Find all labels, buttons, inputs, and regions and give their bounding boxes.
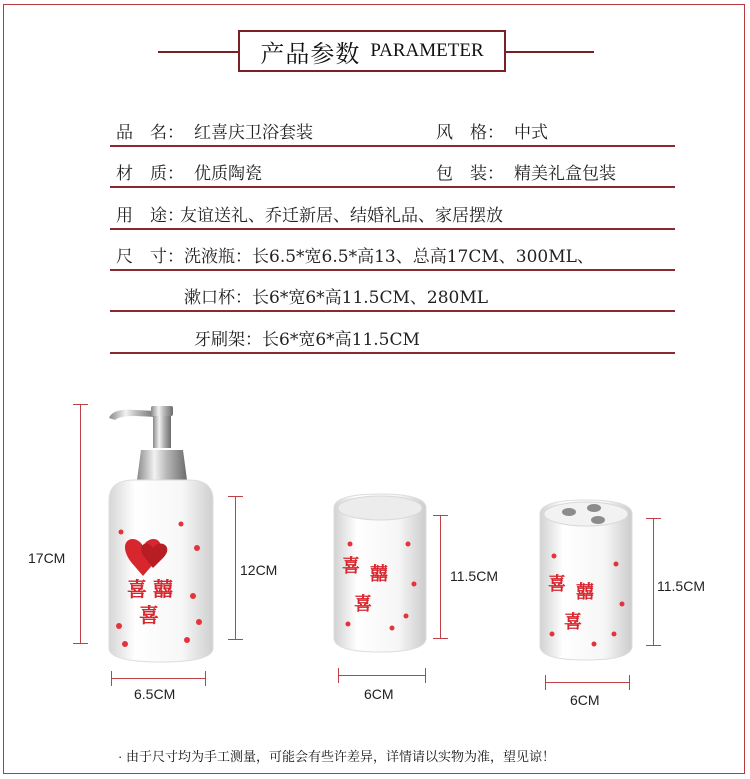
value-style: 中式 bbox=[514, 123, 548, 143]
label-usage: 用 途： bbox=[116, 206, 184, 226]
title-cn: 产品参数 bbox=[260, 39, 361, 68]
dim-holder-height-label: 11.5CM bbox=[657, 578, 705, 594]
param-row-size bbox=[110, 235, 675, 271]
value-usage: 友谊送礼、乔迁新居、结婚礼品、家居摆放 bbox=[180, 206, 503, 226]
dim-cup-height-tick-bottom bbox=[433, 638, 448, 639]
value-size-bottle: 洗液瓶：长6.5*宽6.5*高13、总高17CM、300ML、 bbox=[184, 247, 594, 267]
dim-holder-width-tick-right bbox=[629, 675, 630, 690]
svg-text:喜: 喜 bbox=[354, 594, 372, 615]
dim-holder-width-tick-left bbox=[545, 675, 546, 690]
svg-text:喜: 喜 bbox=[548, 574, 566, 595]
dim-bottle-body-tick-top bbox=[228, 496, 243, 497]
value-name: 红喜庆卫浴套装 bbox=[194, 123, 313, 143]
label-material: 材 质： bbox=[116, 164, 184, 184]
soap-dispenser-image bbox=[95, 400, 225, 670]
row-rule bbox=[110, 145, 675, 147]
svg-text:喜: 喜 bbox=[342, 556, 360, 577]
dim-holder-height-tick-top bbox=[646, 518, 661, 519]
dim-bottle-width-tick-left bbox=[111, 671, 112, 686]
value-size-holder: 牙刷架：长6*宽6*高11.5CM bbox=[194, 330, 420, 350]
dim-cup-width-line bbox=[338, 675, 426, 676]
dim-bottle-body-label: 12CM bbox=[240, 562, 278, 578]
label-package: 包 装： bbox=[436, 164, 504, 184]
dim-cup-width-label: 6CM bbox=[364, 686, 394, 702]
dim-bottle-body-tick-bottom bbox=[228, 639, 243, 640]
svg-text:喜: 喜 bbox=[127, 577, 147, 601]
svg-text:喜: 喜 bbox=[139, 603, 159, 627]
title-en: PARAMETER bbox=[370, 40, 484, 61]
section-title bbox=[238, 30, 506, 72]
param-row-size-holder bbox=[110, 318, 675, 354]
row-rule bbox=[110, 186, 675, 188]
rinse-cup-image bbox=[330, 488, 430, 658]
dim-bottle-total-label: 17CM bbox=[28, 550, 66, 566]
dim-holder-width-line bbox=[545, 682, 630, 683]
dim-cup-height-label: 11.5CM bbox=[450, 568, 498, 584]
toothbrush-holder-image bbox=[536, 494, 636, 664]
param-row-size-cup bbox=[110, 276, 675, 312]
svg-text:囍: 囍 bbox=[153, 577, 173, 601]
param-row-name bbox=[110, 111, 675, 147]
param-row-usage bbox=[110, 194, 675, 230]
param-row-material bbox=[110, 152, 675, 188]
value-package: 精美礼盒包装 bbox=[514, 164, 616, 184]
svg-text:囍: 囍 bbox=[370, 564, 388, 585]
row-rule bbox=[110, 310, 675, 312]
dim-holder-width-label: 6CM bbox=[570, 692, 600, 708]
value-material: 优质陶瓷 bbox=[194, 164, 262, 184]
label-style: 风 格： bbox=[436, 123, 504, 143]
dim-cup-height-tick-top bbox=[433, 515, 448, 516]
row-rule bbox=[110, 228, 675, 230]
dim-cup-width-tick-left bbox=[338, 668, 339, 683]
title-rule-right bbox=[506, 51, 594, 53]
label-size: 尺 寸： bbox=[116, 247, 184, 267]
row-rule bbox=[110, 352, 675, 354]
dim-bottle-width-tick-right bbox=[205, 671, 206, 686]
dim-bottle-total-tick-top bbox=[73, 404, 88, 405]
row-rule bbox=[110, 269, 675, 271]
dim-cup-width-tick-right bbox=[425, 668, 426, 683]
dim-bottle-total-tick-bottom bbox=[73, 643, 88, 644]
label-name: 品 名： bbox=[116, 123, 184, 143]
dim-holder-height-tick-bottom bbox=[646, 645, 661, 646]
measurement-note: · 由于尺寸均为手工测量，可能会有些许差异，详情请以实物为准，望见谅！ bbox=[118, 749, 555, 764]
title-rule-left bbox=[158, 51, 238, 53]
dim-bottle-width-line bbox=[111, 678, 206, 679]
dim-bottle-width-label: 6.5CM bbox=[134, 686, 176, 702]
dim-cup-height-line bbox=[440, 515, 441, 639]
value-size-cup: 漱口杯：长6*宽6*高11.5CM、280ML bbox=[184, 288, 489, 308]
dim-bottle-body-line bbox=[235, 496, 236, 640]
dim-holder-height-line bbox=[653, 518, 654, 646]
dim-bottle-total-line bbox=[80, 404, 81, 644]
svg-text:喜: 喜 bbox=[564, 612, 582, 633]
svg-text:囍: 囍 bbox=[576, 582, 594, 603]
